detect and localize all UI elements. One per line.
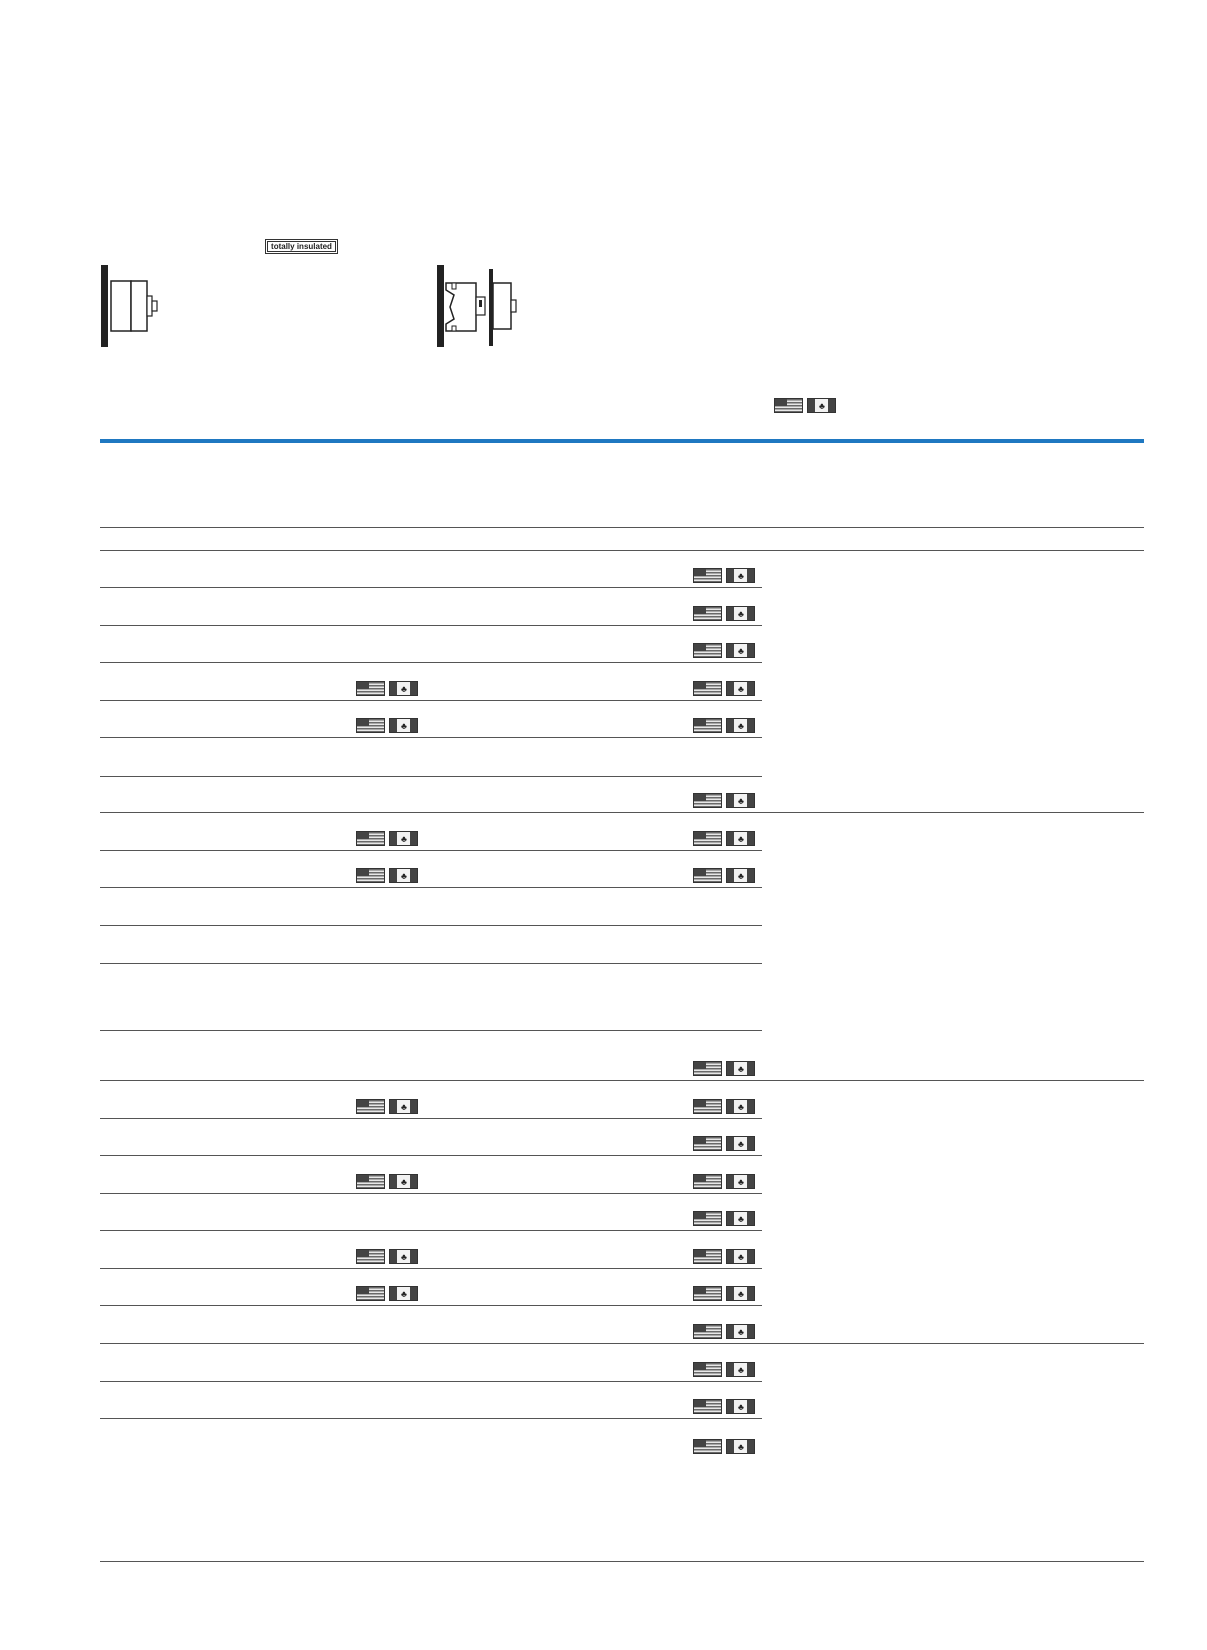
us-flag-icon [693,568,722,583]
left-col-approval-mark [356,868,418,886]
us-flag-icon [693,868,722,883]
us-flag-icon [693,1174,722,1189]
badge-label: totally insulated [267,241,336,252]
canada-flag-icon: ♣ [389,1249,418,1264]
canada-flag-icon: ♣ [389,1174,418,1189]
us-flag-icon [693,681,722,696]
table-row [100,1306,1144,1343]
canada-flag-icon: ♣ [389,868,418,883]
table-row [100,588,1144,625]
canada-flag-icon: ♣ [726,1174,755,1189]
table-row [100,777,1144,812]
right-col-approval-mark [693,606,755,624]
table-row [100,888,1144,925]
totally-insulated-badge [265,239,338,254]
canada-flag-icon: ♣ [726,1286,755,1301]
canada-flag-icon: ♣ [726,1099,755,1114]
canada-flag-icon: ♣ [389,831,418,846]
table-row [100,1231,1144,1268]
table-row [100,663,1144,700]
table-row [100,551,1144,587]
canada-flag-icon: ♣ [726,1061,755,1076]
right-col-approval-mark [693,1211,755,1229]
right-col-approval-mark [693,1439,755,1457]
us-flag-icon [693,831,722,846]
canada-flag-icon: ♣ [389,718,418,733]
canada-flag-icon: ♣ [726,831,755,846]
table-row [100,1419,1144,1458]
right-col-approval-mark [693,718,755,736]
us-flag-icon [693,1439,722,1454]
right-col-approval-mark [693,868,755,886]
canada-flag-icon: ♣ [726,568,755,583]
table-row [100,926,1144,963]
canada-flag-icon: ♣ [726,1249,755,1264]
table-row [100,1344,1144,1381]
table-row [100,964,1144,1030]
left-col-approval-mark [356,718,418,736]
canada-flag-icon: ♣ [389,681,418,696]
table-row [100,1119,1144,1155]
canada-flag-icon: ♣ [726,681,755,696]
us-flag-icon [356,868,385,883]
us-flag-icon [356,1099,385,1114]
us-flag-icon [693,1099,722,1114]
right-col-approval-mark [693,1399,755,1417]
table-row [100,1269,1144,1305]
canada-flag-icon: ♣ [726,718,755,733]
table-row [100,1156,1144,1193]
us-flag-icon [693,643,722,658]
canada-flag-icon: ♣ [726,868,755,883]
us-flag-icon [693,1136,722,1151]
canada-flag-icon: ♣ [726,793,755,808]
left-col-approval-mark [356,1249,418,1267]
right-col-approval-mark [693,1286,755,1304]
canada-flag-icon: ♣ [726,1399,755,1414]
canada-flag-icon: ♣ [389,1286,418,1301]
right-col-approval-mark [693,1362,755,1380]
us-flag-icon [693,1249,722,1264]
canada-flag-icon: ♣ [726,1362,755,1377]
us-flag-icon [693,1211,722,1226]
right-col-approval-mark [693,1324,755,1342]
us-flag-icon [693,1362,722,1377]
us-flag-icon [356,831,385,846]
table-row [100,1194,1144,1230]
table-row [100,1031,1144,1080]
us-flag-icon [693,1061,722,1076]
canada-flag-icon: ♣ [726,606,755,621]
right-col-approval-mark [693,1174,755,1192]
right-col-approval-mark [693,568,755,586]
table-row [100,1382,1144,1418]
table-row [100,738,1144,776]
us-flag-icon [356,718,385,733]
us-flag-icon [356,681,385,696]
left-col-approval-mark [356,1286,418,1304]
table-footer-rule [100,1561,1144,1562]
right-col-approval-mark [693,1061,755,1079]
us-flag-icon [693,1286,722,1301]
left-col-approval-mark [356,681,418,699]
right-col-approval-mark [693,681,755,699]
right-col-approval-mark [693,1099,755,1117]
right-col-approval-mark [693,1249,755,1267]
canada-flag-icon: ♣ [726,1324,755,1339]
us-flag-icon [356,1286,385,1301]
table-row [100,701,1144,737]
us-flag-icon [774,398,803,413]
right-col-approval-mark [693,643,755,661]
table-row [100,1081,1144,1118]
canada-flag-icon: ♣ [726,1211,755,1226]
canada-flag-icon: ♣ [726,643,755,658]
right-col-approval-mark [693,793,755,811]
canada-flag-icon: ♣ [807,398,836,413]
us-flag-icon [693,793,722,808]
us-flag-icon [356,1249,385,1264]
us-flag-icon [356,1174,385,1189]
table-row [100,851,1144,887]
us-flag-icon [693,718,722,733]
us-flag-icon [693,1399,722,1414]
left-col-approval-mark [356,1174,418,1192]
canada-flag-icon: ♣ [726,1439,755,1454]
canada-flag-icon: ♣ [726,1136,755,1151]
table-header-top-rule [100,527,1144,528]
us-flag-icon [693,1324,722,1339]
right-col-approval-mark [693,831,755,849]
right-col-approval-mark [693,1136,755,1154]
table-row [100,813,1144,850]
left-col-approval-mark [356,1099,418,1117]
table-row [100,626,1144,662]
section-rule [100,439,1144,443]
us-flag-icon [693,606,722,621]
push-button-operator-diagram-icon [100,264,170,348]
panel-mount-operator-diagram-icon [436,264,526,348]
left-col-approval-mark [356,831,418,849]
approval-mark [774,398,836,416]
canada-flag-icon: ♣ [389,1099,418,1114]
